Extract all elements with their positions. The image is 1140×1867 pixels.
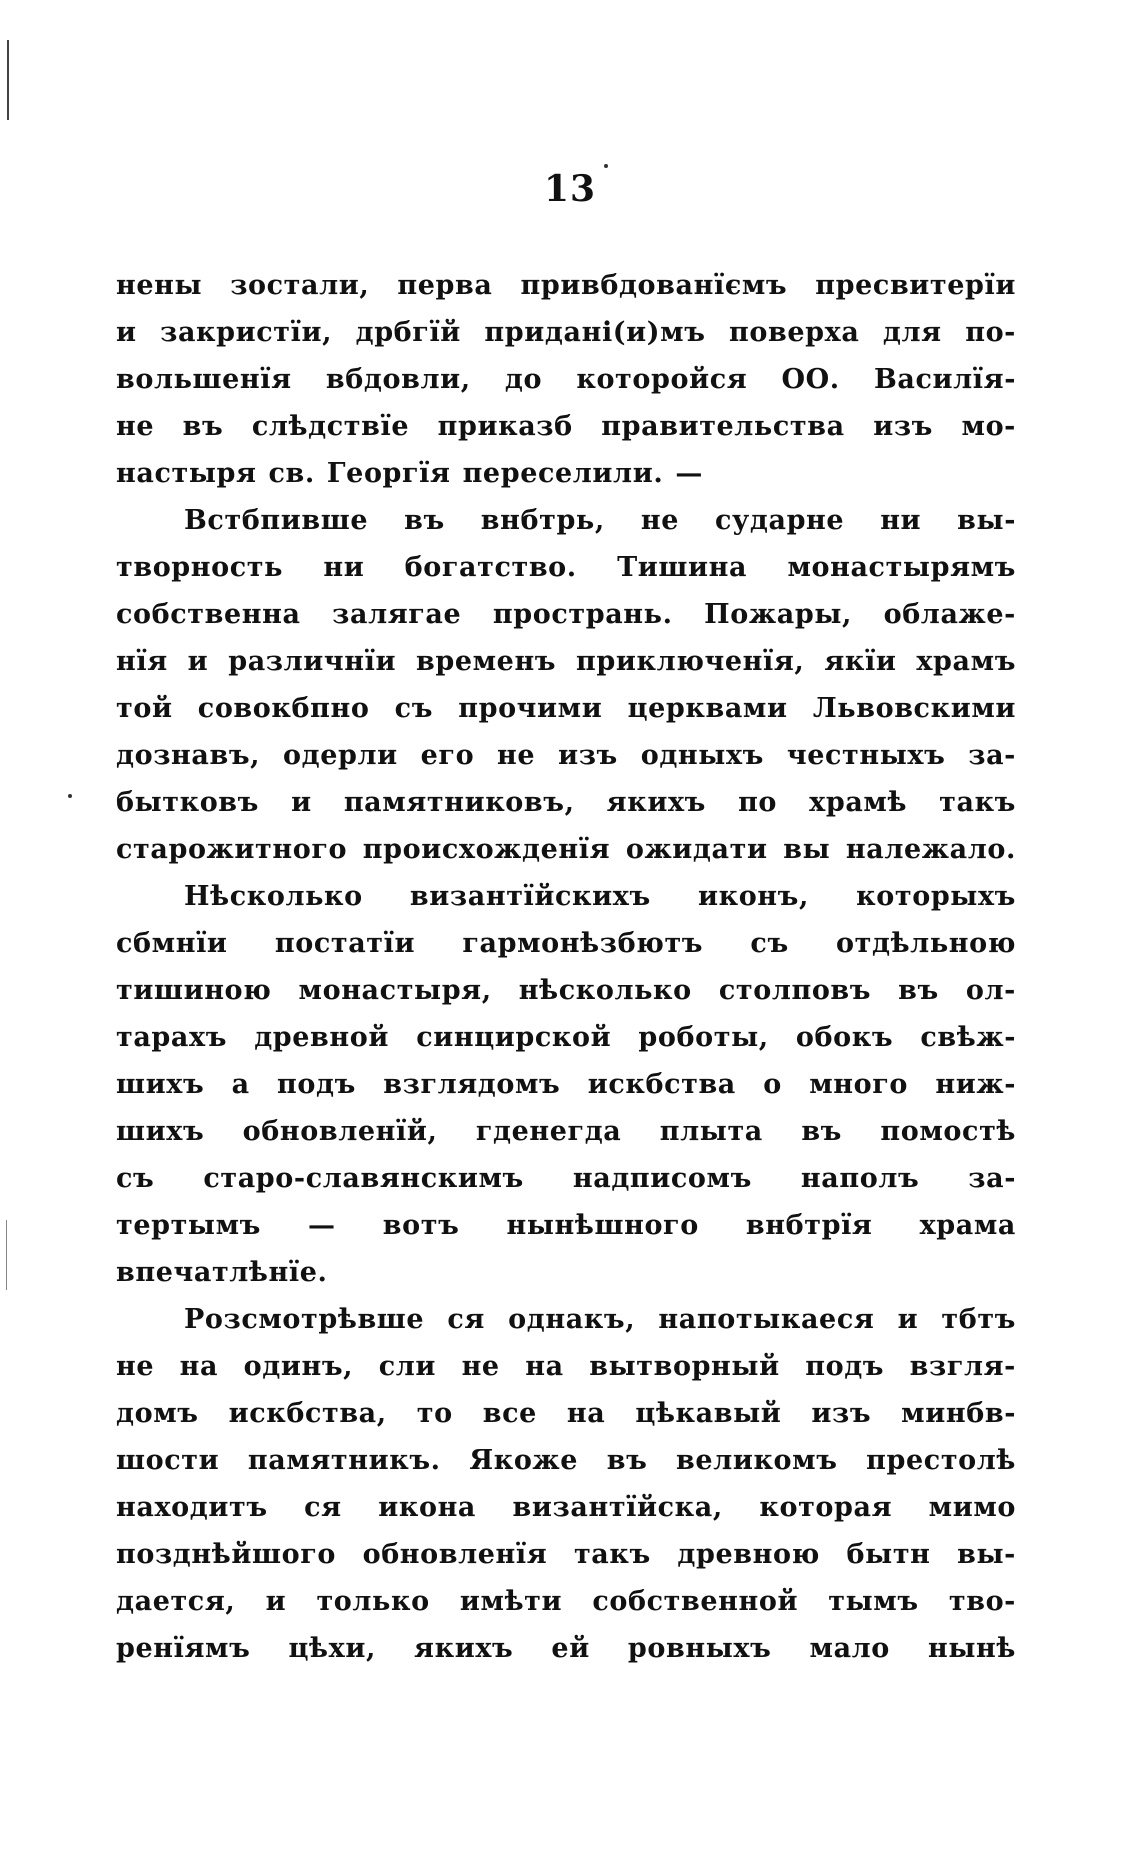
text-line: Встбпивше въ внбтрь, не сударне ни вы- (184, 505, 1016, 536)
text-line: не въ слѣдствїе приказб правительства изъ мо- (116, 411, 1016, 442)
margin-mark (6, 1220, 7, 1290)
text-line: вольшенїя вбдовли, до которойся ОО. Василїя- (116, 364, 1016, 395)
text-line: шихъ обновленїй, гденегда плыта въ помостѣ (116, 1116, 1016, 1147)
text-line: находитъ ся икона византїйска, которая мимо (116, 1492, 1016, 1523)
text-line: Нѣсколько византїйскихъ иконъ, которыхъ (184, 881, 1016, 912)
text-line: собственна залягае пространь. Пожары, облаже- (116, 599, 1016, 630)
text-line: творность ни богатство. Тишина монастырямъ (116, 552, 1016, 583)
text-line: Розсмотрѣвше ся однакъ, напотыкаеся и тбтъ (184, 1304, 1016, 1335)
body-text (116, 262, 1016, 1672)
text-line: нены зостали, перва привбдованїємъ пресвитерїи (116, 270, 1016, 301)
margin-mark (7, 40, 9, 120)
ink-speck (68, 794, 72, 798)
page-number: 13 (543, 168, 597, 210)
text-line: бытковъ и памятниковъ, якихъ по храмѣ такъ (116, 787, 1016, 818)
text-line: домъ искбства, то все на цѣкавый изъ минбв- (116, 1398, 1016, 1429)
text-line: дознавъ, одерли его не изъ одныхъ честныхъ за- (116, 740, 1016, 771)
text-line: сбмнїи постатїи гармонѣзбютъ съ отдѣльною (116, 928, 1016, 959)
text-line: тишиною монастыря, нѣсколько столповъ въ ол- (116, 975, 1016, 1006)
text-line: тарахъ древной синцирской роботы, обокъ свѣж- (116, 1022, 1016, 1053)
text-line: старожитного происхожденїя ожидати вы належало. (116, 834, 1016, 865)
text-line: съ старо-славянскимъ надписомъ наполъ за- (116, 1163, 1016, 1194)
text-line: нїя и различнїи временъ приключенїя, якїи храмъ (116, 646, 1016, 677)
text-line: тертымъ — вотъ нынѣшного внбтрїя храма (116, 1210, 1016, 1241)
text-line: впечатлѣнїе. (116, 1257, 328, 1288)
text-line: позднѣйшого обновленїя такъ древною бытн вы- (116, 1539, 1016, 1570)
text-line: дается, и только имѣти собственной тымъ тво- (116, 1586, 1016, 1617)
text-line: ренїямъ цѣхи, якихъ ей ровныхъ мало нынѣ (116, 1633, 1016, 1664)
text-line: шости памятникъ. Якоже въ великомъ престолѣ (116, 1445, 1016, 1476)
text-line: той совокбпно съ прочими церквами Львовскими (116, 693, 1016, 724)
text-line: настыря св. Георгїя переселили. — (116, 458, 703, 489)
text-line: не на одинъ, сли не на вытворный подъ взгля- (116, 1351, 1016, 1382)
text-line: шихъ а подъ взглядомъ искбства о много ниж- (116, 1069, 1016, 1100)
text-line: и закристїи, дрбгїй придані(и)мъ поверха для по- (116, 317, 1016, 348)
